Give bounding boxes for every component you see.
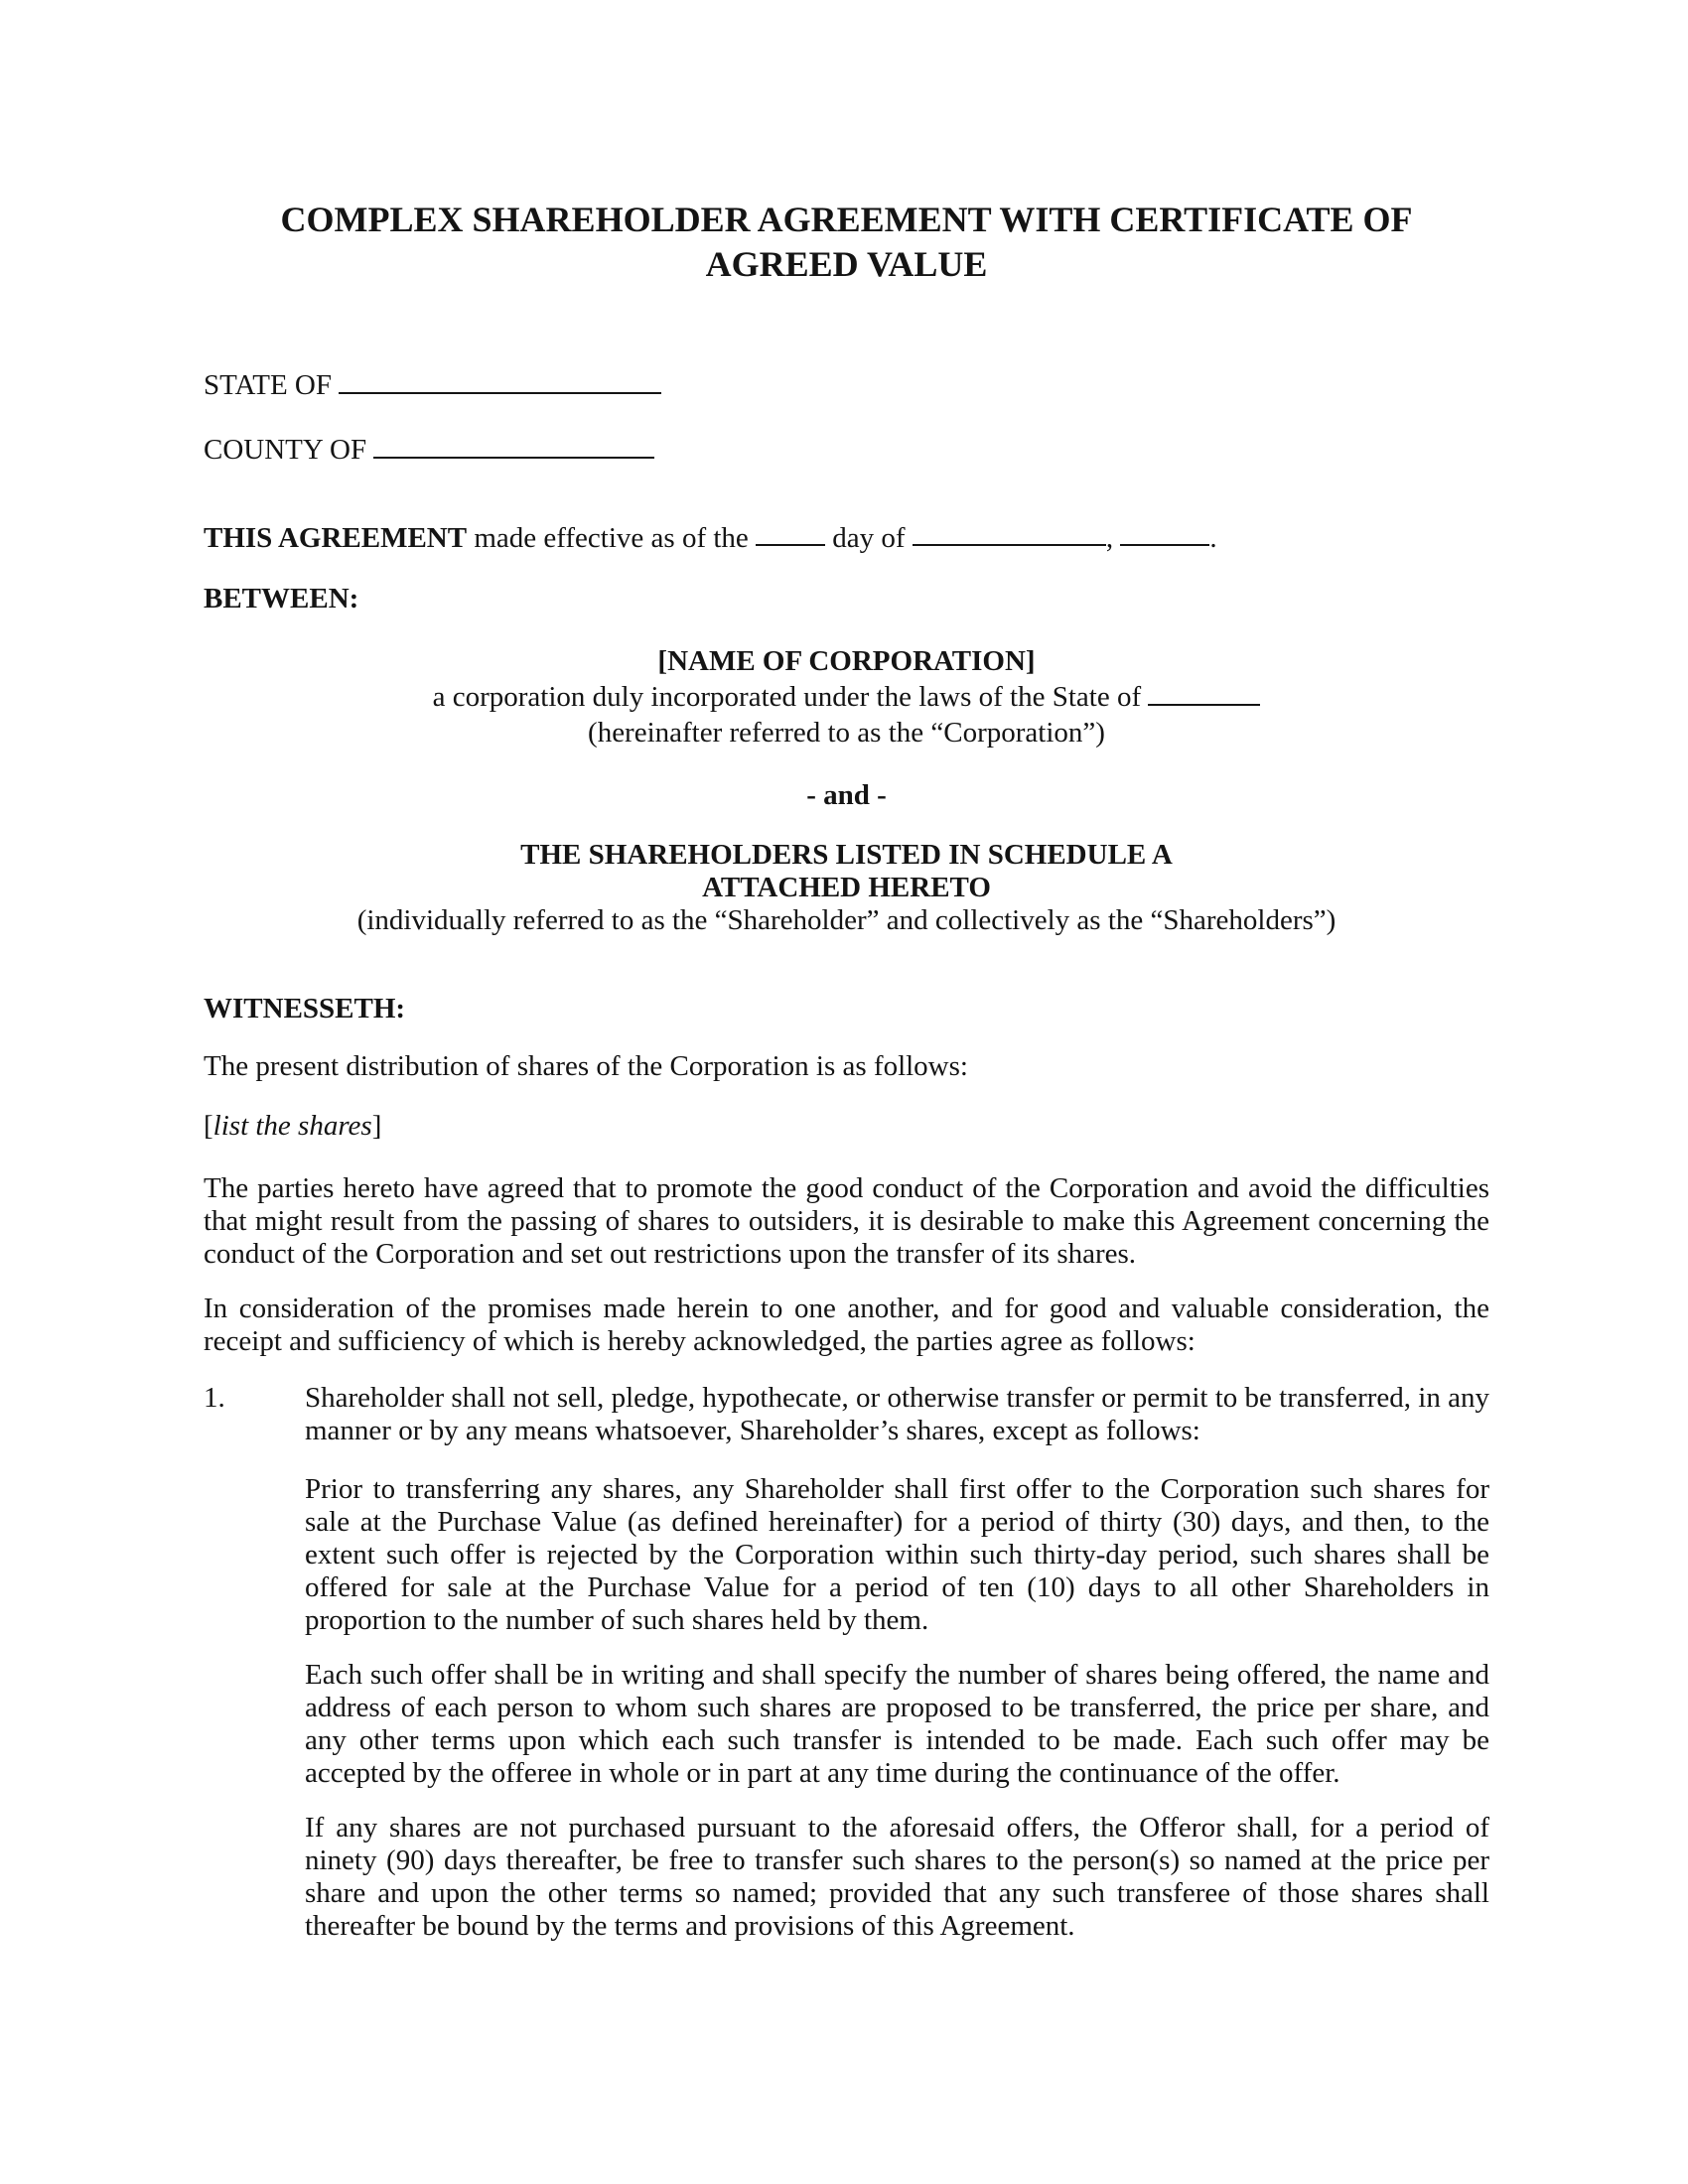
list-shares-placeholder — [204, 1110, 1489, 1143]
day-blank — [756, 521, 825, 547]
distribution-paragraph: The present distribution of shares of the Corporation is as follows: — [204, 1050, 968, 1083]
corporation-block — [204, 643, 1489, 751]
state-blank — [339, 368, 661, 394]
intro-comma: , — [1105, 521, 1114, 554]
clause-1-text: Shareholder shall not sell, pledge, hypothecate, or otherwise transfer or permit to be transferred, in any manner or by any means whatsoever, Shareholder’s shares, except as follows: — [305, 1382, 1489, 1447]
parties-paragraph: The parties hereto have agreed that to promote the good conduct of the Corporation and avoid the difficulties that might result from the passing of shares to outsiders, it is desirable to make this Agreement concerning the conduct of the Corporation and set out restrictions upon the transfer of its shares. — [204, 1172, 1489, 1271]
clause-1 — [204, 1382, 1489, 1447]
subclause-transfer-free: If any shares are not purchased pursuant to the aforesaid offers, the Offeror shall, for a period of ninety (90) days thereafter, be free to transfer such shares to the person(s) so named at the price per share and upon the other terms so named; provided that any such transferee of those shares shall thereafter be bound by the terms and provisions of this Agreement. — [305, 1812, 1489, 1943]
agreement-intro-line — [204, 521, 1489, 555]
corporation-incorporation-text: a corporation duly incorporated under the laws of the State of — [432, 681, 1142, 714]
corporation-incorporation-line — [204, 679, 1489, 715]
incorporation-state-blank — [1148, 681, 1260, 707]
witnesseth-heading: WITNESSETH: — [204, 993, 406, 1025]
subclause-offer-corporation: Prior to transferring any shares, any Shareholder shall first offer to the Corporation such shares for sale at the Purchase Value (as defined hereinafter) for a period of thirty (30) days, and then, to the extent such offer is rejected by the Corporation within such thirty-day period, such shares shall be offered for sale at the Purchase Value for a period of ten (10) days to all other Shareholders in proportion to the number of such shares held by them. — [305, 1473, 1489, 1637]
county-of-line — [204, 433, 1489, 467]
day-of-text: day of — [832, 521, 906, 554]
corporation-alias-line: (hereinafter referred to as the “Corporation”) — [588, 717, 1105, 750]
corporation-name: [NAME OF CORPORATION] — [657, 645, 1036, 678]
intro-period: . — [1209, 521, 1217, 554]
document-title — [204, 198, 1489, 287]
list-shares-open-bracket: [ — [204, 1110, 213, 1143]
document-title-line2: AGREED VALUE — [705, 244, 988, 284]
shareholders-heading-line2: ATTACHED HERETO — [702, 872, 991, 904]
shareholders-alias-line: (individually referred to as the “Shareholder” and collectively as the “Shareholders”) — [356, 904, 1336, 937]
document-title-line1: COMPLEX SHAREHOLDER AGREEMENT WITH CERTIFICATE OF — [280, 200, 1413, 239]
list-shares-close-bracket: ] — [371, 1110, 382, 1143]
and-separator: - and - — [806, 779, 887, 812]
clause-1-number: 1. — [204, 1382, 225, 1415]
list-shares-text: list the shares — [212, 1110, 372, 1143]
county-label: COUNTY OF — [204, 433, 367, 466]
state-of-line — [204, 368, 1489, 402]
agreement-intro-text: made effective as of the — [474, 521, 749, 554]
shareholders-heading-line1: THE SHAREHOLDERS LISTED IN SCHEDULE A — [520, 839, 1173, 872]
month-blank — [913, 521, 1106, 547]
consideration-paragraph: In consideration of the promises made herein to one another, and for good and valuable consideration, the receipt and sufficiency of which is hereby acknowledged, the parties agree as follows: — [204, 1293, 1489, 1358]
agreement-intro-lead: THIS AGREEMENT — [204, 521, 468, 554]
state-label: STATE OF — [204, 368, 332, 401]
shareholders-block — [204, 839, 1489, 937]
year-blank — [1120, 521, 1209, 547]
county-blank — [373, 433, 654, 459]
between-label: BETWEEN: — [204, 583, 359, 615]
subclause-offer-writing: Each such offer shall be in writing and shall specify the number of shares being offered, the name and address of each person to whom such shares are proposed to be transferred, the price per share, and any other terms upon which each such transfer is intended to be made. Each such offer may be accepted by the offeree in whole or in part at any time during the continuance of the offer. — [305, 1659, 1489, 1790]
